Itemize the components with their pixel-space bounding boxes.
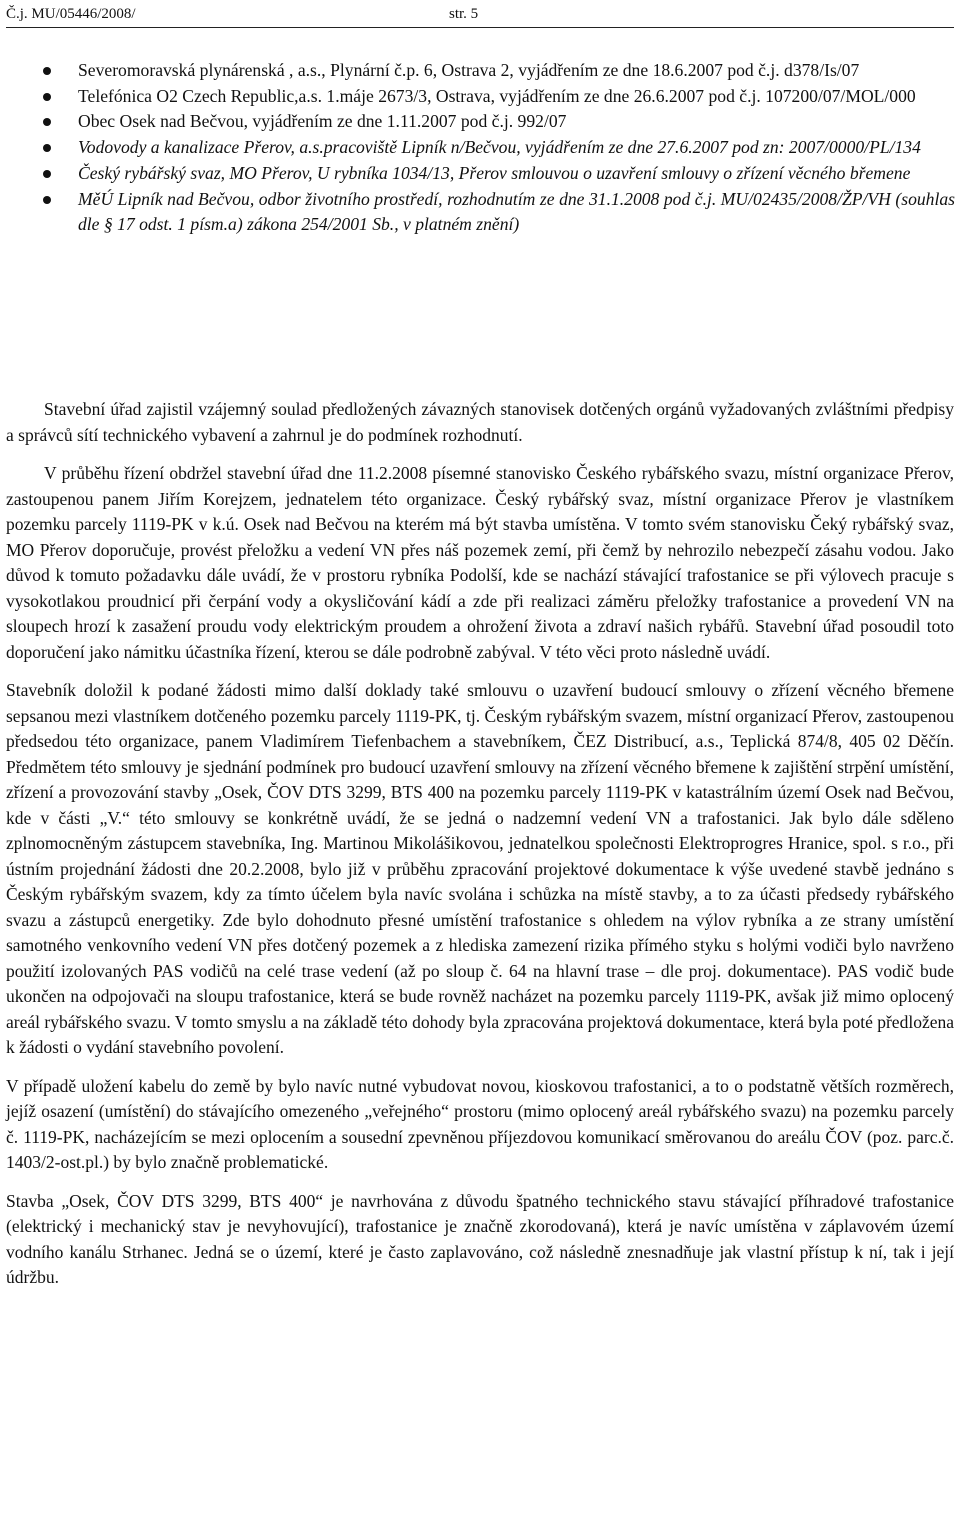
header-divider bbox=[6, 27, 954, 28]
paragraph: Stavba „Osek, ČOV DTS 3299, BTS 400“ je navrhována z důvodu špatného technického stavu stávající příhradové trafostanice (elektrický i mechanický stav je nevyhovující), trafostanice je značně zkorodovaná), která je navíc umístěna v záplavovém území vodního kanálu Strhanec. Jedná se o území, které je často zaplavováno, což následně znesnadňuje jak vlastní přístup k ní, tak i její údržbu. bbox=[6, 1190, 954, 1287]
paragraph: V případě uložení kabelu do země by bylo navíc nutné vybudovat novou, kioskovou trafostanici, a to o podstatně větších rozměrech, jejíž osazení (umístění) do stávajícího omezeného „veřejného“ prostoru (mimo oplocený areál rybářského svazu) na pozemku parcely č. 1119-PK, nacházejícím se mezi oplocením a sousední zpevněnou příjezdovou komunikací směrovanou do areálu ČOV (poz. parc.č. 1403/2-ost.pl.) by bylo značně problematické. bbox=[6, 1075, 954, 1172]
bullet-icon bbox=[43, 144, 51, 152]
bullet-text: Obec Osek nad Bečvou, vyjádřením ze dne 1.11.2007 pod č.j. 992/07 bbox=[78, 111, 567, 132]
bullet-item bbox=[0, 84, 955, 110]
bullet-item bbox=[0, 161, 955, 187]
bullet-icon bbox=[43, 196, 51, 204]
bullet-list bbox=[0, 58, 955, 238]
bullet-text: Vodovody a kanalizace Přerov, a.s.pracoviště Lipník n/Bečvou, vyjádřením ze dne 27.6.2007 pod zn: 2007/0000/PL/134 bbox=[78, 137, 921, 158]
bullet-icon bbox=[43, 170, 51, 178]
bullet-item bbox=[0, 187, 955, 238]
bullet-item bbox=[0, 109, 955, 135]
bullet-icon bbox=[43, 93, 51, 101]
paragraph: Stavebník doložil k podané žádosti mimo další doklady také smlouvu o uzavření budoucí smlouvy o zřízení věcného břemene sepsanou mezi vlastníkem dotčeného pozemku parcely 1119-PK, tj. Českým rybářským svazem, místní organizací Přerov, zastoupenou předsedou této organizace, panem Vladimírem Tiefenbachem a stavebníkem, ČEZ Distribucí, a.s., Teplická 874/8, 405 02 Děčín. Předmětem této smlouvy je sjednání podmínek pro budoucí uzavření smlouvy na zřízení věcného břemene k zajištění strpění umístění, zřízení a provozování stavby „Osek, ČOV DTS 3299, BTS 400 na pozemku parcely 1119-PK v katastrálním území Osek nad Bečvou, kde v části „V.“ této smlouvy se konkrétně uvádí, že se jedná o nadzemní vedení VN a trafostanici. Jak bylo dále sděleno zplnomocněným zástupcem stavebníka, Ing. Martinou Mikolášikovou, jednatelkou společnosti Elektroprogres Hranice, spol. s r.o., při ústním projednání žádosti dne 20.2.2008, bylo již v průběhu zpracování projektové dokumentace k výše uvedené stavbě jednáno s Českým rybářským svazem, kdy za tímto účelem byla navíc svolána i schůzka na místě stavby, a to za účasti předsedy rybářského svazu a zástupců energetiky. Zde bylo dohodnuto přesné umístění trafostanice s ohledem na výlov rybníka a ze strany umístění samotného venkovního vedení VN přes dotčený pozemek a z hlediska zamezení rizika přímého styku s holými vodiči bylo navrženo použití izolovaných PAS vodičů na celé trase vedení (až po sloup č. 64 na hlavní trase – dle proj. dokumentace). PAS vodič bude ukončen na odpojovači na sloupu trafostanice, která se bude rovněž nacházet na pozemku parcely 1119-PK, avšak již mimo oplocený areál rybářského svazu. V tomto smyslu a na základě této dohody byla zpracována projektová dokumentace, která byla poté předložena k žádosti o vydání stavebního povolení. bbox=[6, 680, 954, 1057]
bullet-icon bbox=[43, 67, 51, 75]
body-text bbox=[6, 397, 954, 1304]
bullet-item bbox=[0, 58, 955, 84]
bullet-text: Telefónica O2 Czech Republic,a.s. 1.máje 2673/3, Ostrava, vyjádřením ze dne 26.6.2007 pod č.j. 107200/07/MOL/000 bbox=[78, 85, 916, 106]
page-header bbox=[6, 4, 956, 26]
reference-number: Č.j. MU/05446/2008/ bbox=[6, 6, 136, 22]
bullet-text: Český rybářský svaz, MO Přerov, U rybníka 1034/13, Přerov smlouvou o uzavření smlouvy o zřízení věcného břemene bbox=[78, 162, 911, 183]
bullet-text: Severomoravská plynárenská , a.s., Plynární č.p. 6, Ostrava 2, vyjádřením ze dne 18.6.2007 pod č.j. d378/Is/07 bbox=[78, 60, 860, 80]
bullet-icon bbox=[43, 118, 51, 126]
page-number: str. 5 bbox=[449, 6, 479, 22]
bullet-text: MěÚ Lipník nad Bečvou, odbor životního prostředí, rozhodnutím ze dne 31.1.2008 pod č.j. MU/02435/2008/ŽP/VH (souhlas dle § 17 odst. 1 písm.a) zákona 254/2001 Sb., v platném znění) bbox=[78, 188, 955, 235]
paragraph: Stavební úřad zajistil vzájemný soulad předložených závazných stanovisek dotčených orgánů vyžadovaných zvláštními předpisy a správců sítí technického vybavení a zahrnul je do podmínek rozhodnutí. bbox=[6, 399, 954, 445]
paragraph: V průběhu řízení obdržel stavební úřad dne 11.2.2008 písemné stanovisko Českého rybářského svazu, místní organizace Přerov, zastoupenou panem Jiřím Korejzem, jednatelem této organizace. Český rybářský svaz, místní organizace Přerov je vlastníkem pozemku parcely 1119-PK v k.ú. Osek nad Bečvou na kterém má být stavba umístěna. V tomto svém stanovisku Čeký rybářský svaz, MO Přerov doporučuje, provést přeložku a vedení VN přes náš pozemek zemí, při čemž by nehrozilo nebezpečí zásahu vodou. Jako důvod k tomuto požadavku dále uvádí, že v prostoru rybníka Podolší, kde se nachází stávající trafostanice se při výlovech pracuje s vysokotlakou proudnicí při čerpání vody a okysličování kádí a zde při realizaci záměru přeložky trafostanice a provedení VN na sloupech hrozí k zasažení proudu vody elektrickým proudem a ohrožení života a zdraví našich rybářů. Stavební úřad posoudil toto doporučení jako námitku účastníka řízení, kterou se dále podrobně zabýval. V této věci proto následně uvádí. bbox=[6, 463, 954, 662]
bullet-item bbox=[0, 135, 955, 161]
